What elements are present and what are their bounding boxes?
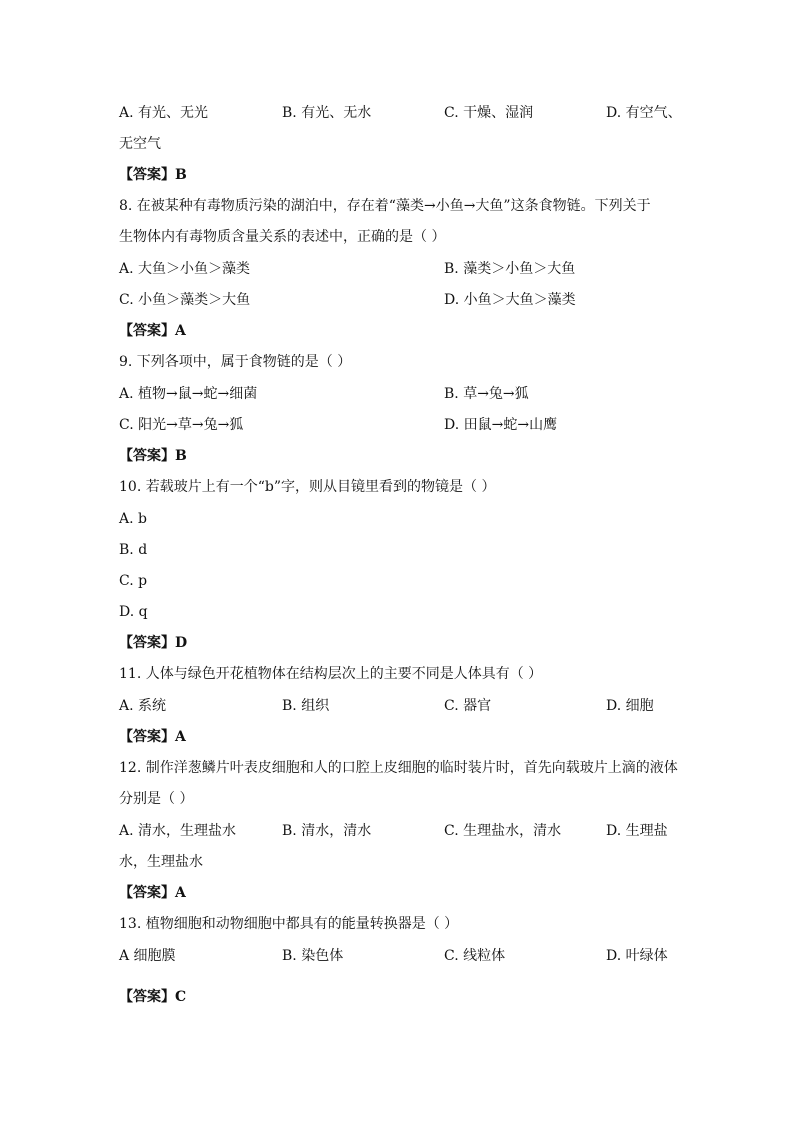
q12-stem-line1: 12. 制作洋葱鳞片叶表皮细胞和人的口腔上皮细胞的临时装片时，首先向载玻片上滴的液体 xyxy=(119,760,678,776)
q13-option-c: C. 线粒体 xyxy=(444,948,506,964)
q11-stem: 11. 人体与绿色开花植物体在结构层次上的主要不同是人体具有（ ） xyxy=(119,666,543,682)
q7-answer: 【答案】B xyxy=(119,167,187,183)
q13-option-a: A 细胞膜 xyxy=(119,948,176,964)
q8-option-c: C. 小鱼＞藻类＞大鱼 xyxy=(119,292,251,308)
q7-option-c: C. 干燥、湿润 xyxy=(444,105,534,121)
q8-answer: 【答案】A xyxy=(119,323,186,339)
q12-option-a: A. 清水，生理盐水 xyxy=(119,823,237,839)
q7-option-d-wrap: 无空气 xyxy=(119,136,161,152)
q12-stem-line2: 分别是（ ） xyxy=(119,791,194,807)
q8-option-a: A. 大鱼＞小鱼＞藻类 xyxy=(119,261,251,277)
q11-option-c: C. 器官 xyxy=(444,698,492,714)
q12-option-d-wrap: 水，生理盐水 xyxy=(119,854,203,870)
q13-stem: 13. 植物细胞和动物细胞中都具有的能量转换器是（ ） xyxy=(119,916,459,932)
q11-option-d: D. 细胞 xyxy=(606,698,654,714)
q11-answer: 【答案】A xyxy=(119,729,186,745)
q9-option-b: B. 草→兔→狐 xyxy=(444,386,529,402)
q9-option-d: D. 田鼠→蛇→山鹰 xyxy=(444,417,558,433)
q11-option-b: B. 组织 xyxy=(282,698,330,714)
q7-option-d: D. 有空气、 xyxy=(606,105,682,121)
q12-option-b: B. 清水，清水 xyxy=(282,823,372,839)
q13-answer: 【答案】C xyxy=(119,989,187,1005)
q12-option-d: D. 生理盐 xyxy=(606,823,668,839)
q10-answer: 【答案】D xyxy=(119,635,188,651)
q9-answer: 【答案】B xyxy=(119,448,187,464)
q12-answer: 【答案】A xyxy=(119,885,186,901)
q10-option-c: C. p xyxy=(119,573,148,589)
q11-option-a: A. 系统 xyxy=(119,698,167,714)
q12-option-c: C. 生理盐水，清水 xyxy=(444,823,562,839)
q7-option-a: A. 有光、无光 xyxy=(119,105,209,121)
q9-option-a: A. 植物→鼠→蛇→细菌 xyxy=(119,386,258,402)
q9-option-c: C. 阳光→草→兔→狐 xyxy=(119,417,244,433)
q8-stem-line2: 生物体内有毒物质含量关系的表述中，正确的是（ ） xyxy=(119,229,446,245)
q8-option-d: D. 小鱼＞大鱼＞藻类 xyxy=(444,292,576,308)
q10-option-b: B. d xyxy=(119,542,148,558)
q13-option-d: D. 叶绿体 xyxy=(606,948,668,964)
q10-option-a: A. b xyxy=(119,511,147,527)
q10-stem: 10. 若载玻片上有一个“b”字，则从目镜里看到的物镜是（ ） xyxy=(119,479,496,495)
q13-option-b: B. 染色体 xyxy=(282,948,344,964)
q10-option-d: D. q xyxy=(119,604,148,620)
q8-option-b: B. 藻类＞小鱼＞大鱼 xyxy=(444,261,576,277)
q7-option-b: B. 有光、无水 xyxy=(282,105,372,121)
q9-stem: 9. 下列各项中，属于食物链的是（ ） xyxy=(119,354,352,370)
q8-stem-line1: 8. 在被某种有毒物质污染的湖泊中，存在着“藻类→小鱼→大鱼”这条食物链。下列关于 xyxy=(119,198,651,214)
